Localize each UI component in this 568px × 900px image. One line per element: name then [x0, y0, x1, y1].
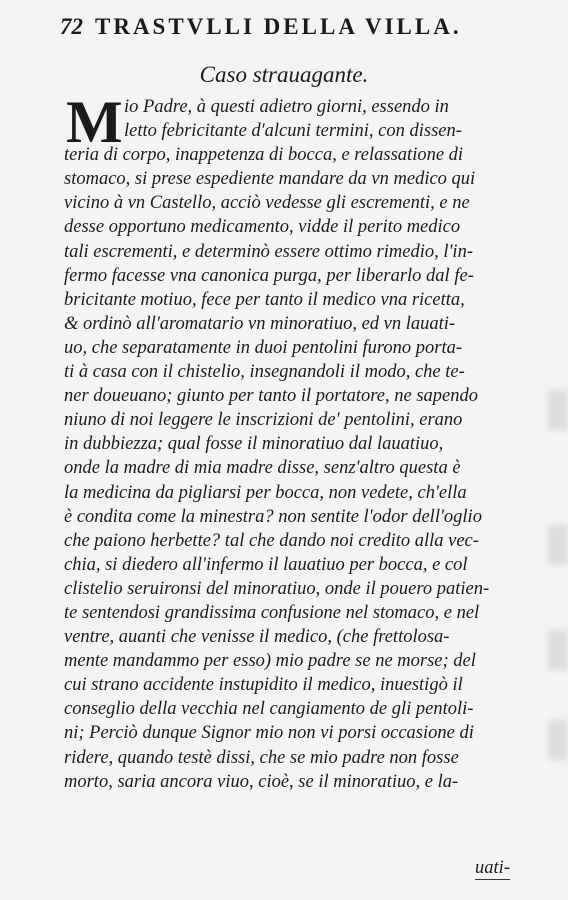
text-line: te sentendosi grandissima confusione nel stomaco, e nel — [64, 602, 480, 623]
section-title: Caso strauagante. — [199, 62, 369, 87]
running-head — [60, 14, 462, 40]
text-line: che paiono herbette? tal che dando noi credito alla vec- — [64, 530, 479, 551]
text-line: tali escrementi, e determinò essere ottimo rimedio, l'in- — [64, 241, 473, 262]
running-head-title: TRASTVLLI DELLA VILLA. — [95, 14, 462, 39]
text-line: uo, che separatamente in duoi pentolini furono porta- — [64, 337, 463, 358]
text-line: in dubbiezza; qual fosse il minoratiuo dal lauatiuo, — [64, 434, 444, 455]
body-text — [64, 89, 534, 794]
text-line: chia, si diedero all'infermo il lauatiuo per bocca, e col — [64, 554, 468, 575]
text-line: teria di corpo, inappetenza di bocca, e relassatione di — [64, 145, 464, 166]
bleed-through-mark — [548, 630, 568, 670]
bleed-through-mark — [548, 720, 568, 760]
text-line: letto febricitante d'alcuni termini, con dissen- — [124, 121, 462, 142]
text-line: onde la madre di mia madre disse, senz'altro questa è — [64, 458, 461, 479]
text-line: vicino à vn Castello, acciò vedesse gli escrementi, e ne — [64, 193, 470, 214]
text-line: ni; Perciò dunque Signor mio non vi porsi occasione di — [64, 723, 474, 744]
text-line: ridere, quando testè dissi, che se mio padre non fosse — [64, 747, 459, 768]
text-line: ner doueuano; giunto per tanto il portatore, ne sapendo — [64, 386, 478, 407]
text-line: è condita come la minestra? non sentite l'odor dell'oglio — [64, 506, 482, 527]
text-line: conseglio della vecchia nel cangiamento de gli pentoli- — [64, 699, 474, 720]
text-line: cui strano accidente instupidito il medico, inuestigò il — [64, 675, 463, 696]
text-line: clistelio seruironsi del minoratiuo, onde il pouero patien- — [64, 578, 490, 599]
text-line: ti à casa con il chistelio, insegnandoli il modo, che te- — [64, 362, 465, 383]
drop-cap: M — [66, 89, 123, 155]
text-line: desse opportuno medicamento, vidde il perito medico — [64, 217, 461, 238]
text-line: la medicina da pigliarsi per bocca, non vedete, ch'ella — [64, 482, 467, 503]
text-line: stomaco, si prese espediente mandare da vn medico qui — [64, 169, 476, 190]
page-number: 72 — [60, 14, 83, 39]
text-line: & ordinò all'aromatario vn minoratiuo, ed vn lauati- — [64, 313, 456, 334]
text-line: morto, saria ancora viuo, cioè, se il minoratiuo, e la- — [64, 771, 459, 792]
text-line: ventre, auanti che venisse il medico, (che frettolosa- — [64, 627, 450, 648]
bleed-through-mark — [548, 390, 568, 430]
text-line: niuno di noi leggere le inscrizioni de' pentolini, erano — [64, 410, 463, 431]
text-line: fermo facesse vna canonica purga, per liberarlo dal fe- — [64, 265, 474, 286]
bleed-through-mark — [548, 525, 568, 565]
text-line: mente mandammo per esso) mio padre se ne morse; del — [64, 651, 476, 672]
text-line: io Padre, à questi adietro giorni, essendo in — [124, 97, 449, 117]
catchword: uati- — [475, 858, 510, 878]
text-line: bricitante motiuo, fece per tanto il medico vna ricetta, — [64, 289, 465, 310]
